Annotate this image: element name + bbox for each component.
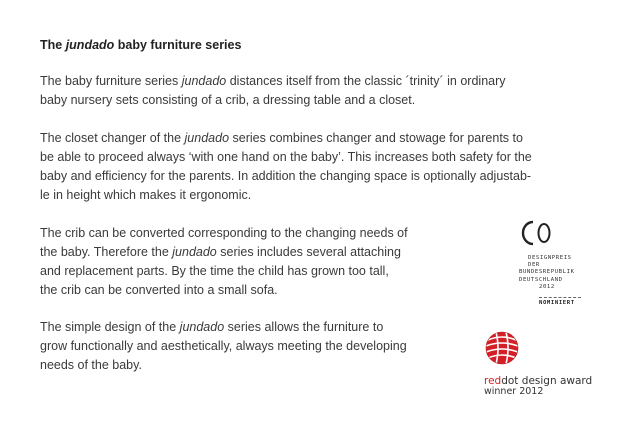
designpreis-line: BUNDESREPUBLIK xyxy=(519,269,575,276)
designpreis-nominated: NOMINIERT xyxy=(539,300,575,307)
paragraph-2-line-1: The closet changer of the jundado series combines changer and stowage for parents to xyxy=(40,131,523,145)
article-title: The jundado baby furniture series xyxy=(40,38,242,52)
paragraph-2-line-4: le in height which makes it ergonomic. xyxy=(40,188,252,202)
designpreis-line: 2012 xyxy=(539,283,555,290)
paragraph-4-line-1: The simple design of the jundado series allows the furniture to xyxy=(40,320,384,334)
reddot-logo-icon xyxy=(484,330,520,366)
paragraph-3-line-2: the baby. Therefore the jundado series includes several attaching xyxy=(40,245,401,259)
paragraph-3-line-3: and replacement parts. By the time the child has grown too tall, xyxy=(40,264,389,278)
designpreis-text xyxy=(519,255,600,291)
reddot-winner-label: winner 2012 xyxy=(484,386,544,397)
reddot-award-badge xyxy=(484,330,614,397)
paragraph-2-line-3: baby and efficiency for the parents. In addition the changing space is optionally adjustab- xyxy=(40,169,532,183)
designpreis-logo-icon xyxy=(520,218,560,248)
paragraph-3-line-4: the crib can be converted into a small sofa. xyxy=(40,283,278,297)
paragraph-4-line-3: needs of the baby. xyxy=(40,358,142,372)
paragraph-2-line-2: be able to proceed always ‘with one hand on the baby’. This increases both safety for the xyxy=(40,150,532,164)
paragraph-4-line-2: grow functionally and aesthetically, always meeting the developing xyxy=(40,339,407,353)
designpreis-line: DESIGNPREIS xyxy=(528,255,572,261)
paragraph-1-line-1: The baby furniture series jundado distances itself from the classic ´trinity´ in ordinary xyxy=(40,74,506,88)
reddot-award-label: reddot design award xyxy=(484,375,593,387)
designpreis-line: DEUTSCHLAND xyxy=(519,276,563,283)
designpreis-line: DER xyxy=(528,262,540,269)
paragraph-3-line-1: The crib can be converted corresponding to the changing needs of xyxy=(40,226,408,240)
paragraph-1-line-2: baby nursery sets consisting of a crib, a dressing table and a closet. xyxy=(40,93,416,107)
designpreis-badge xyxy=(510,218,600,306)
designpreis-divider xyxy=(539,297,581,298)
